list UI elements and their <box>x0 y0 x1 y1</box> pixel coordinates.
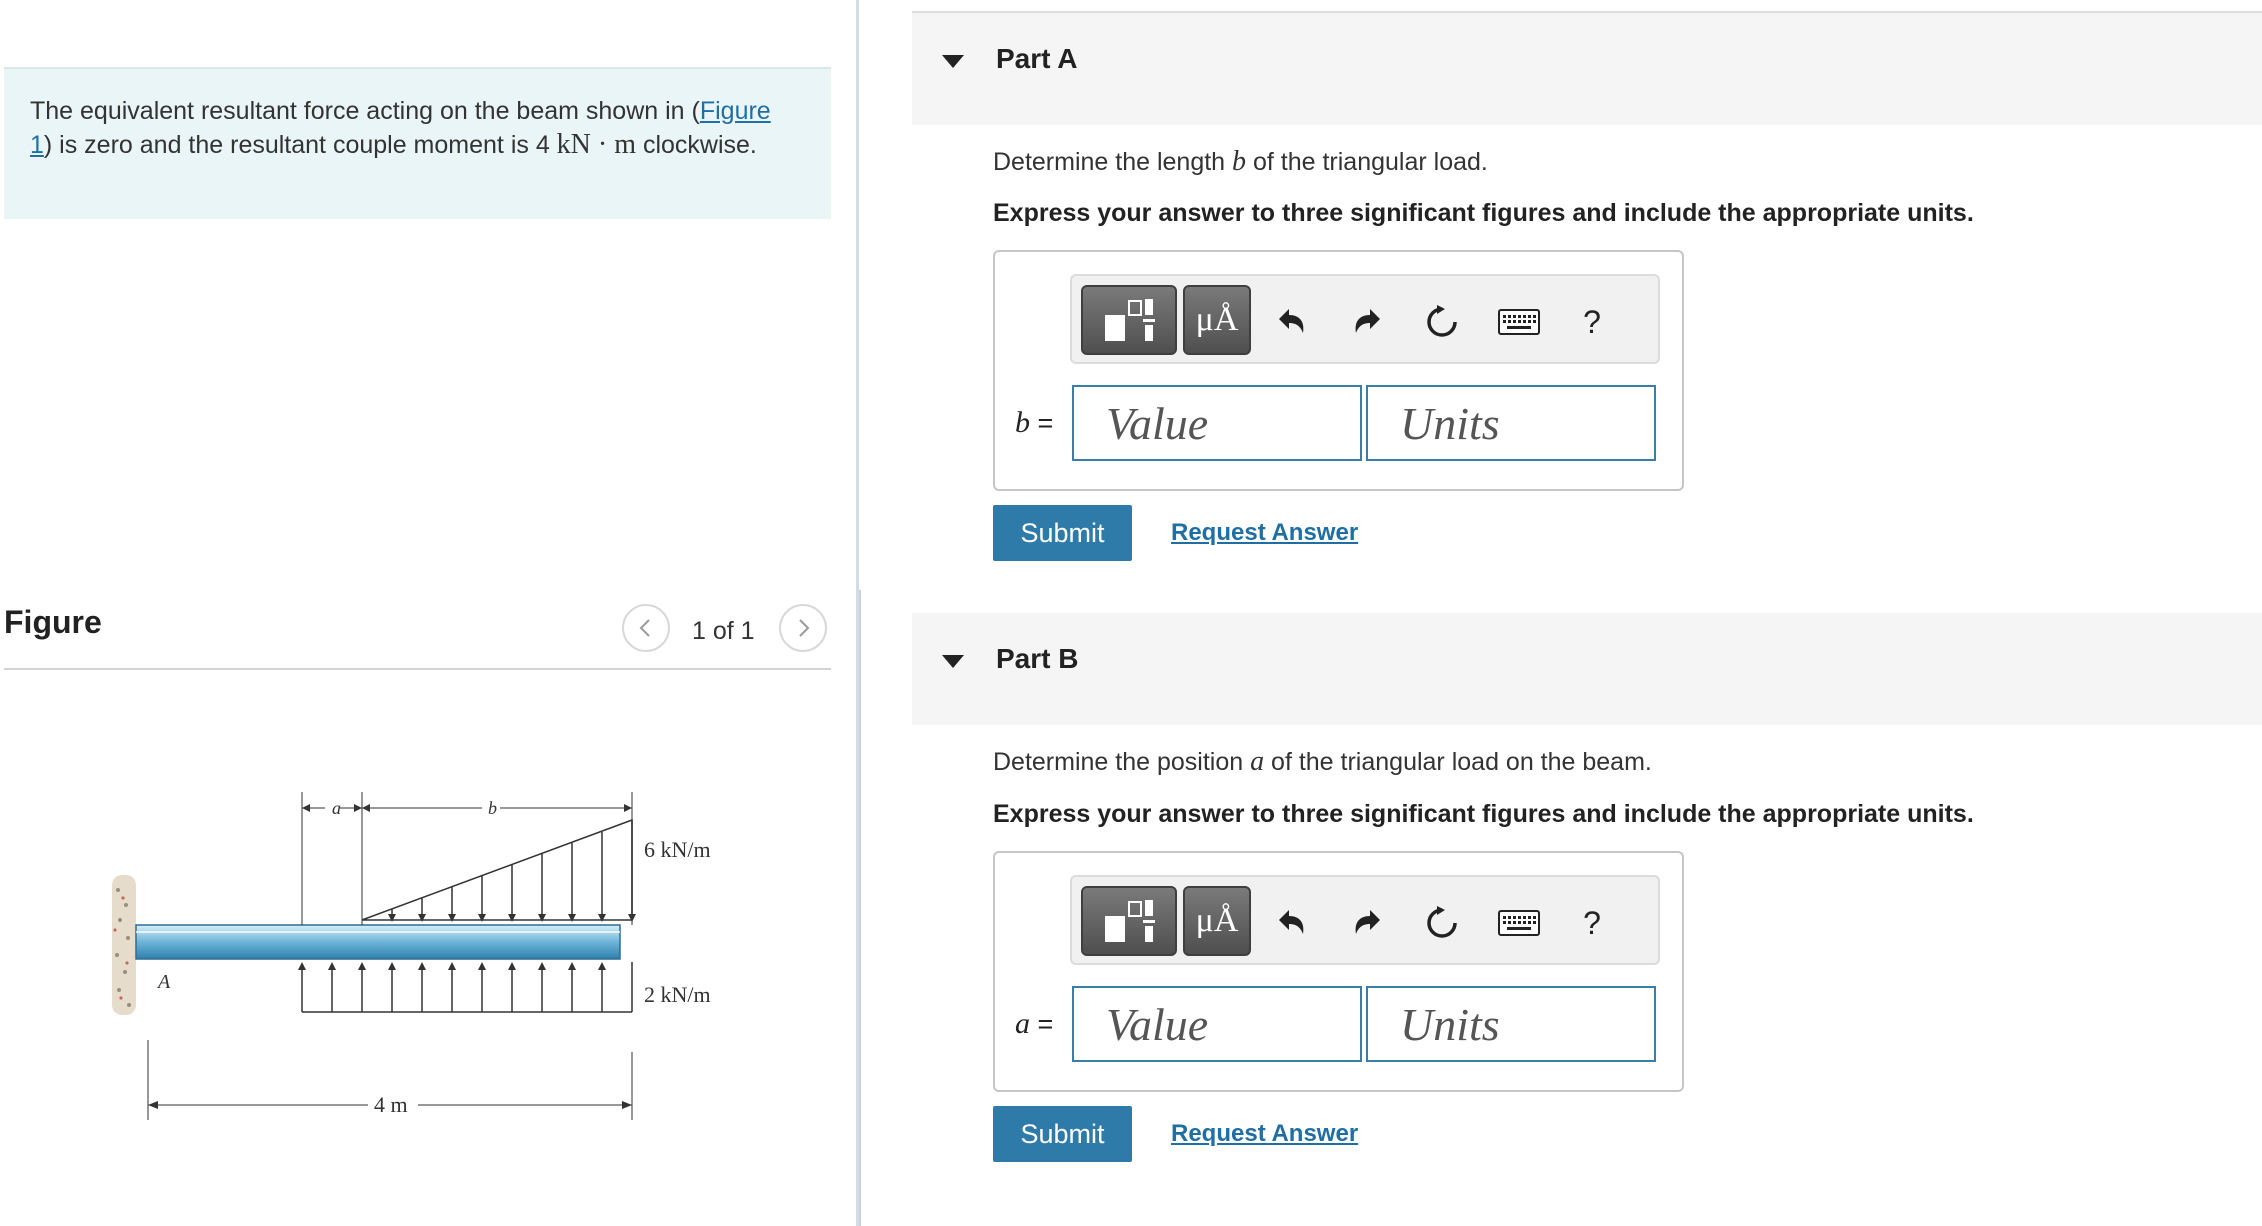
next-figure-button[interactable] <box>779 604 827 652</box>
part-a-question <box>993 146 1488 178</box>
beam-figure <box>100 780 740 1130</box>
keyboard-icon[interactable] <box>1495 901 1543 945</box>
part-b-title: Part B <box>996 643 1079 674</box>
question-text: of the triangular load. <box>1246 148 1488 176</box>
symbols-button[interactable]: μÅ <box>1183 285 1251 355</box>
redo-icon[interactable] <box>1345 300 1389 344</box>
reset-icon[interactable] <box>1420 901 1464 945</box>
chevron-left-icon <box>635 617 657 639</box>
part-b-submit-button[interactable]: Submit <box>993 1106 1132 1162</box>
part-b-question <box>993 746 1652 778</box>
problem-text <box>30 95 790 162</box>
undo-icon[interactable] <box>1270 901 1314 945</box>
question-text: Determine the length <box>993 148 1233 176</box>
equals-sign: = <box>1030 1009 1054 1039</box>
collapse-caret-icon[interactable] <box>942 55 964 68</box>
math-toolbar <box>1070 875 1660 965</box>
part-a-instruction: Express your answer to three significant figures and include the appropriate units. <box>993 199 1974 227</box>
keyboard-icon[interactable] <box>1495 300 1543 344</box>
chevron-right-icon <box>792 617 814 639</box>
dim-a-label: a <box>332 798 341 818</box>
moment-unit: kN · m <box>556 129 636 160</box>
value-input[interactable] <box>1072 385 1362 461</box>
part-a-header[interactable] <box>912 13 2262 125</box>
undo-icon[interactable] <box>1270 300 1314 344</box>
variable-symbol: b <box>1015 406 1030 439</box>
math-toolbar <box>1070 274 1660 364</box>
length-label: 4 m <box>374 1092 408 1117</box>
figure-1-link[interactable]: Figure 1 <box>30 97 771 159</box>
template-icon <box>1099 293 1159 347</box>
problem-text-part: The equivalent resultant force acting on the beam shown in ( <box>30 97 700 125</box>
part-a-title: Part A <box>996 43 1078 74</box>
problem-statement-box <box>4 67 831 219</box>
panel-divider-lower <box>859 590 861 1226</box>
question-text: Determine the position <box>993 748 1251 776</box>
symbols-button[interactable]: μÅ <box>1183 886 1251 956</box>
part-a-request-answer-link[interactable]: Request Answer <box>1171 519 1359 546</box>
help-button[interactable]: ? <box>1583 904 1601 941</box>
part-a-submit-button[interactable]: Submit <box>993 505 1132 561</box>
support-a-label: A <box>158 971 171 993</box>
part-b-request-answer-link[interactable]: Request Answer <box>1171 1120 1359 1147</box>
variable-label <box>1015 1007 1053 1041</box>
templates-button[interactable] <box>1081 886 1177 956</box>
value-input[interactable] <box>1072 986 1362 1062</box>
question-variable: a <box>1250 746 1265 777</box>
units-input[interactable] <box>1366 986 1656 1062</box>
part-a-answer-box <box>993 250 1684 491</box>
triangular-load <box>362 820 632 920</box>
problem-text-part: ) is zero and the resultant couple moment is 4 <box>43 131 557 159</box>
template-icon <box>1099 894 1159 948</box>
previous-figure-button[interactable] <box>622 604 670 652</box>
question-variable: b <box>1232 146 1247 177</box>
figure-divider <box>4 668 831 670</box>
beam <box>136 925 620 959</box>
variable-label <box>1015 406 1053 440</box>
collapse-caret-icon[interactable] <box>942 655 964 668</box>
redo-icon[interactable] <box>1345 901 1389 945</box>
units-input[interactable] <box>1366 385 1656 461</box>
bottom-load-label: 2 kN/m <box>644 982 711 1007</box>
question-text: of the triangular load on the beam. <box>1264 748 1652 776</box>
reset-icon[interactable] <box>1420 300 1464 344</box>
wall-support <box>112 875 136 1015</box>
part-b-instruction: Express your answer to three significant figures and include the appropriate units. <box>993 800 1974 828</box>
part-b-header[interactable] <box>912 613 2262 725</box>
help-button[interactable]: ? <box>1583 303 1601 340</box>
problem-text-part: clockwise. <box>636 131 757 159</box>
variable-symbol: a <box>1015 1007 1030 1040</box>
top-load-label: 6 kN/m <box>644 837 711 862</box>
equals-sign: = <box>1030 408 1054 438</box>
figure-title: Figure <box>4 604 102 640</box>
part-b-answer-box <box>993 851 1684 1092</box>
figure-pager: 1 of 1 <box>692 617 755 645</box>
templates-button[interactable] <box>1081 285 1177 355</box>
dim-b-label: b <box>488 798 497 818</box>
